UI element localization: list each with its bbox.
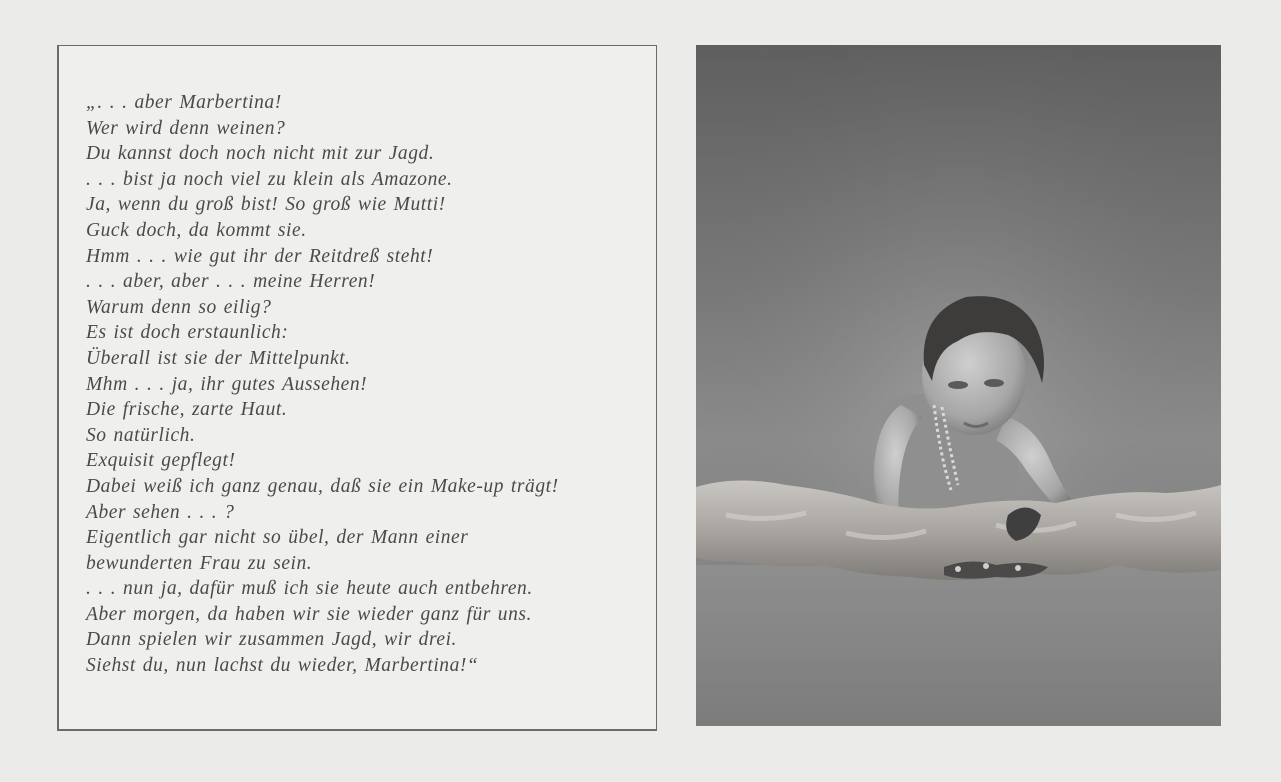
poem-line: So natürlich. xyxy=(86,424,196,446)
poem-panel xyxy=(57,45,657,731)
poem-line: „. . . aber Marbertina! xyxy=(86,92,282,113)
jewel xyxy=(983,563,989,569)
poem-line: Aber morgen, da haben wir sie wieder ganz für uns. xyxy=(86,603,532,625)
child-eye xyxy=(984,379,1004,387)
jewel xyxy=(955,566,961,572)
poem-line: Überall ist sie der Mittelpunkt. xyxy=(86,347,351,369)
child-eye xyxy=(948,381,968,389)
poem-line: . . . bist ja noch viel zu klein als Amazone. xyxy=(86,168,453,190)
poem-line: . . . aber, aber . . . meine Herren! xyxy=(86,271,376,293)
child-with-fur-photo xyxy=(696,45,1221,726)
jewel xyxy=(1015,565,1021,571)
poem-line: Guck doch, da kommt sie. xyxy=(86,219,307,241)
poem-text xyxy=(86,90,559,679)
poem-line: Ja, wenn du groß bist! So groß wie Mutti! xyxy=(86,194,446,216)
poem-line: . . . nun ja, dafür muß ich sie heute auch entbehren. xyxy=(86,578,533,600)
poem-line: Wer wird denn weinen? xyxy=(86,117,286,139)
poem-line: Es ist doch erstaunlich: xyxy=(86,322,289,344)
poem-line: Exquisit gepflegt! xyxy=(86,450,236,472)
poem-line: bewunderten Frau zu sein. xyxy=(86,552,313,574)
poem-line: Aber sehen . . . ? xyxy=(86,501,235,523)
poem-line: Warum denn so eilig? xyxy=(86,296,272,318)
poem-line: Eigentlich gar nicht so übel, der Mann einer xyxy=(86,527,469,549)
poem-line: Hmm . . . wie gut ihr der Reitdreß steht! xyxy=(86,245,434,267)
floor xyxy=(696,565,1221,726)
poem-line: Mhm . . . ja, ihr gutes Aussehen! xyxy=(86,373,368,395)
poem-line: Siehst du, nun lachst du wieder, Marbertina!“ xyxy=(86,655,479,677)
photo-illustration xyxy=(696,45,1221,726)
poem-line: Die frische, zarte Haut. xyxy=(86,399,288,421)
poem-line: Du kannst doch noch nicht mit zur Jagd. xyxy=(86,143,435,165)
poem-line: Dabei weiß ich ganz genau, daß sie ein Make-up trägt! xyxy=(86,475,559,497)
poem-line: Dann spielen wir zusammen Jagd, wir drei. xyxy=(86,629,457,651)
